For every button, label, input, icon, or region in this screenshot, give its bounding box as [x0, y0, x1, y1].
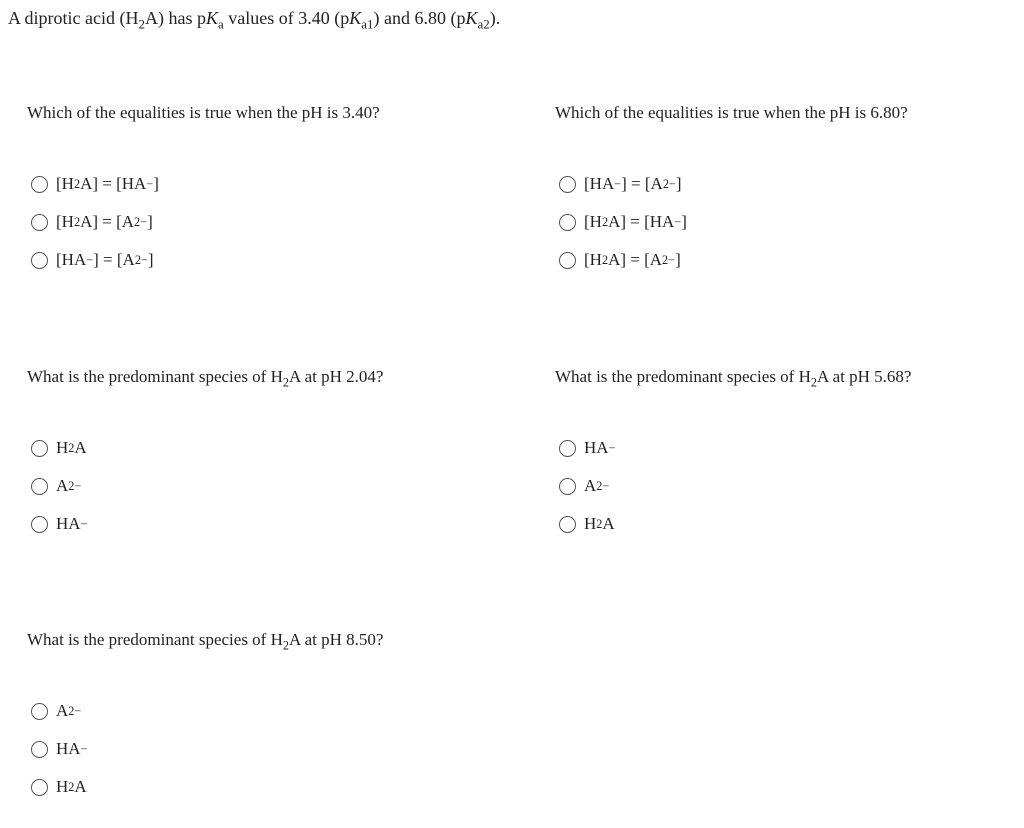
question-2-option-3[interactable]: [H 2 A] = [A 2− ] [555, 241, 908, 279]
question-3-option-1[interactable]: H 2 A [27, 429, 383, 467]
question-4-option-3[interactable]: H 2 A [555, 505, 911, 543]
radio-button[interactable] [31, 176, 48, 193]
question-5-options [27, 692, 383, 806]
question-4-option-1[interactable]: HA − [555, 429, 911, 467]
question-2-text: Which of the equalities is true when the pH is 6.80? [555, 103, 908, 122]
question-1-option-2[interactable]: [H 2 A] = [A 2− ] [27, 203, 380, 241]
question-4 [555, 367, 911, 543]
question-2-options [555, 165, 908, 279]
question-5-option-2[interactable]: HA − [27, 730, 383, 768]
radio-button[interactable] [31, 703, 48, 720]
question-5-option-3[interactable]: H 2 A [27, 768, 383, 806]
question-1 [27, 103, 380, 279]
question-3 [27, 367, 383, 543]
radio-button[interactable] [559, 252, 576, 269]
question-3-text: What is the predominant species of $H_2A$ at pH 2.04? [27, 367, 384, 390]
question-1-option-1[interactable]: [H 2 A] = [HA − ] [27, 165, 380, 203]
question-2-option-2[interactable]: [H 2 A] = [HA − ] [555, 203, 908, 241]
question-1-options [27, 165, 380, 279]
question-5 [27, 630, 383, 806]
question-5-text: What is the predominant species of $H_2A$ at pH 8.50? [27, 630, 384, 653]
radio-button[interactable] [31, 440, 48, 457]
question-4-text: What is the predominant species of $H_2A$ at pH 5.68? [555, 367, 912, 390]
question-5-option-1[interactable]: A 2− [27, 692, 383, 730]
question-2 [555, 103, 908, 279]
question-3-option-2[interactable]: A 2− [27, 467, 383, 505]
radio-button[interactable] [31, 252, 48, 269]
question-4-options [555, 429, 911, 543]
radio-button[interactable] [31, 516, 48, 533]
radio-button[interactable] [559, 516, 576, 533]
question-1-option-3[interactable]: [HA − ] = [A 2− ] [27, 241, 380, 279]
radio-button[interactable] [559, 478, 576, 495]
question-3-option-3[interactable]: HA − [27, 505, 383, 543]
question-3-options [27, 429, 383, 543]
radio-button[interactable] [31, 741, 48, 758]
question-2-option-1[interactable]: [HA − ] = [A 2− ] [555, 165, 908, 203]
radio-button[interactable] [31, 214, 48, 231]
radio-button[interactable] [31, 779, 48, 796]
intro-text: A diprotic acid $(H_2A)$ has $pK_a$ values of 3.40 $(pK_{a1})$ and 6.80 $(pK_{a2})$. [8, 8, 501, 32]
radio-button[interactable] [559, 214, 576, 231]
radio-button[interactable] [559, 176, 576, 193]
question-4-option-2[interactable]: A 2− [555, 467, 911, 505]
question-1-text: Which of the equalities is true when the pH is 3.40? [27, 103, 380, 122]
radio-button[interactable] [31, 478, 48, 495]
radio-button[interactable] [559, 440, 576, 457]
intro-lead: A diprotic acid [8, 8, 115, 28]
